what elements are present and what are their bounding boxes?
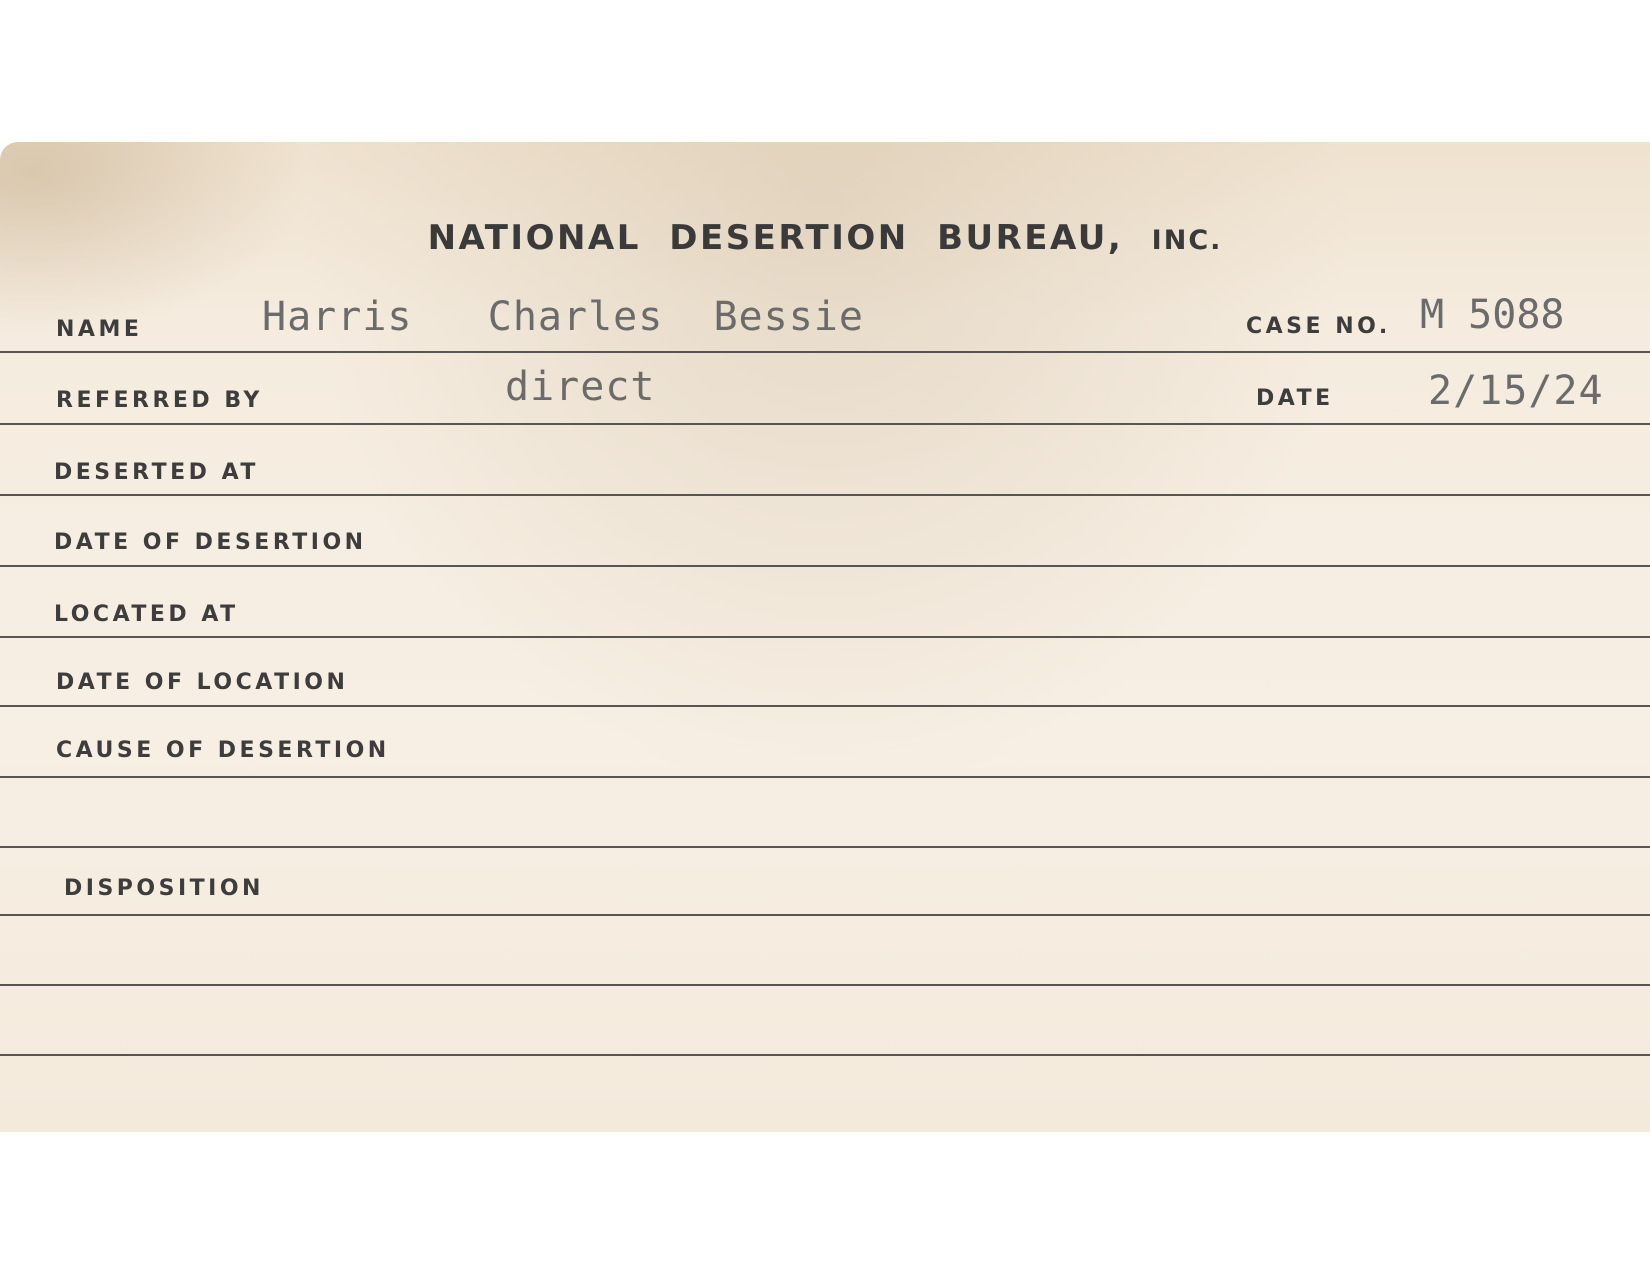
referred-by-line xyxy=(0,423,1650,425)
date-of-location-line xyxy=(0,705,1650,707)
date-of-desertion-line xyxy=(0,565,1650,567)
disposition-continuation-line-2 xyxy=(0,1054,1650,1056)
located-at-label: LOCATED AT xyxy=(54,602,239,627)
cause-continuation-line xyxy=(0,846,1650,848)
case-no-label: CASE NO. xyxy=(1246,314,1391,339)
card-title xyxy=(0,218,1650,258)
record-card xyxy=(0,142,1650,1132)
date-of-location-label: DATE OF LOCATION xyxy=(56,670,349,695)
located-at-line xyxy=(0,636,1650,638)
referred-by-value: direct xyxy=(505,364,656,410)
name-value: Harris Charles Bessie xyxy=(262,294,864,340)
disposition-line xyxy=(0,914,1650,916)
date-label: DATE xyxy=(1256,386,1334,411)
name-line xyxy=(0,351,1650,353)
cause-of-desertion-line xyxy=(0,776,1650,778)
case-no-value: M 5088 xyxy=(1420,292,1565,338)
date-value: 2/15/24 xyxy=(1428,368,1604,414)
deserted-at-line xyxy=(0,494,1650,496)
disposition-continuation-line-1 xyxy=(0,984,1650,986)
referred-by-label: REFERRED BY xyxy=(56,388,263,413)
card-title-main: NATIONAL DESERTION BUREAU, xyxy=(427,218,1124,258)
cause-of-desertion-label: CAUSE OF DESERTION xyxy=(56,738,390,763)
deserted-at-label: DESERTED AT xyxy=(54,460,259,485)
name-label: NAME xyxy=(56,317,143,342)
card-title-suffix: INC. xyxy=(1151,225,1223,256)
date-of-desertion-label: DATE OF DESERTION xyxy=(54,530,367,555)
disposition-label: DISPOSITION xyxy=(64,876,264,901)
